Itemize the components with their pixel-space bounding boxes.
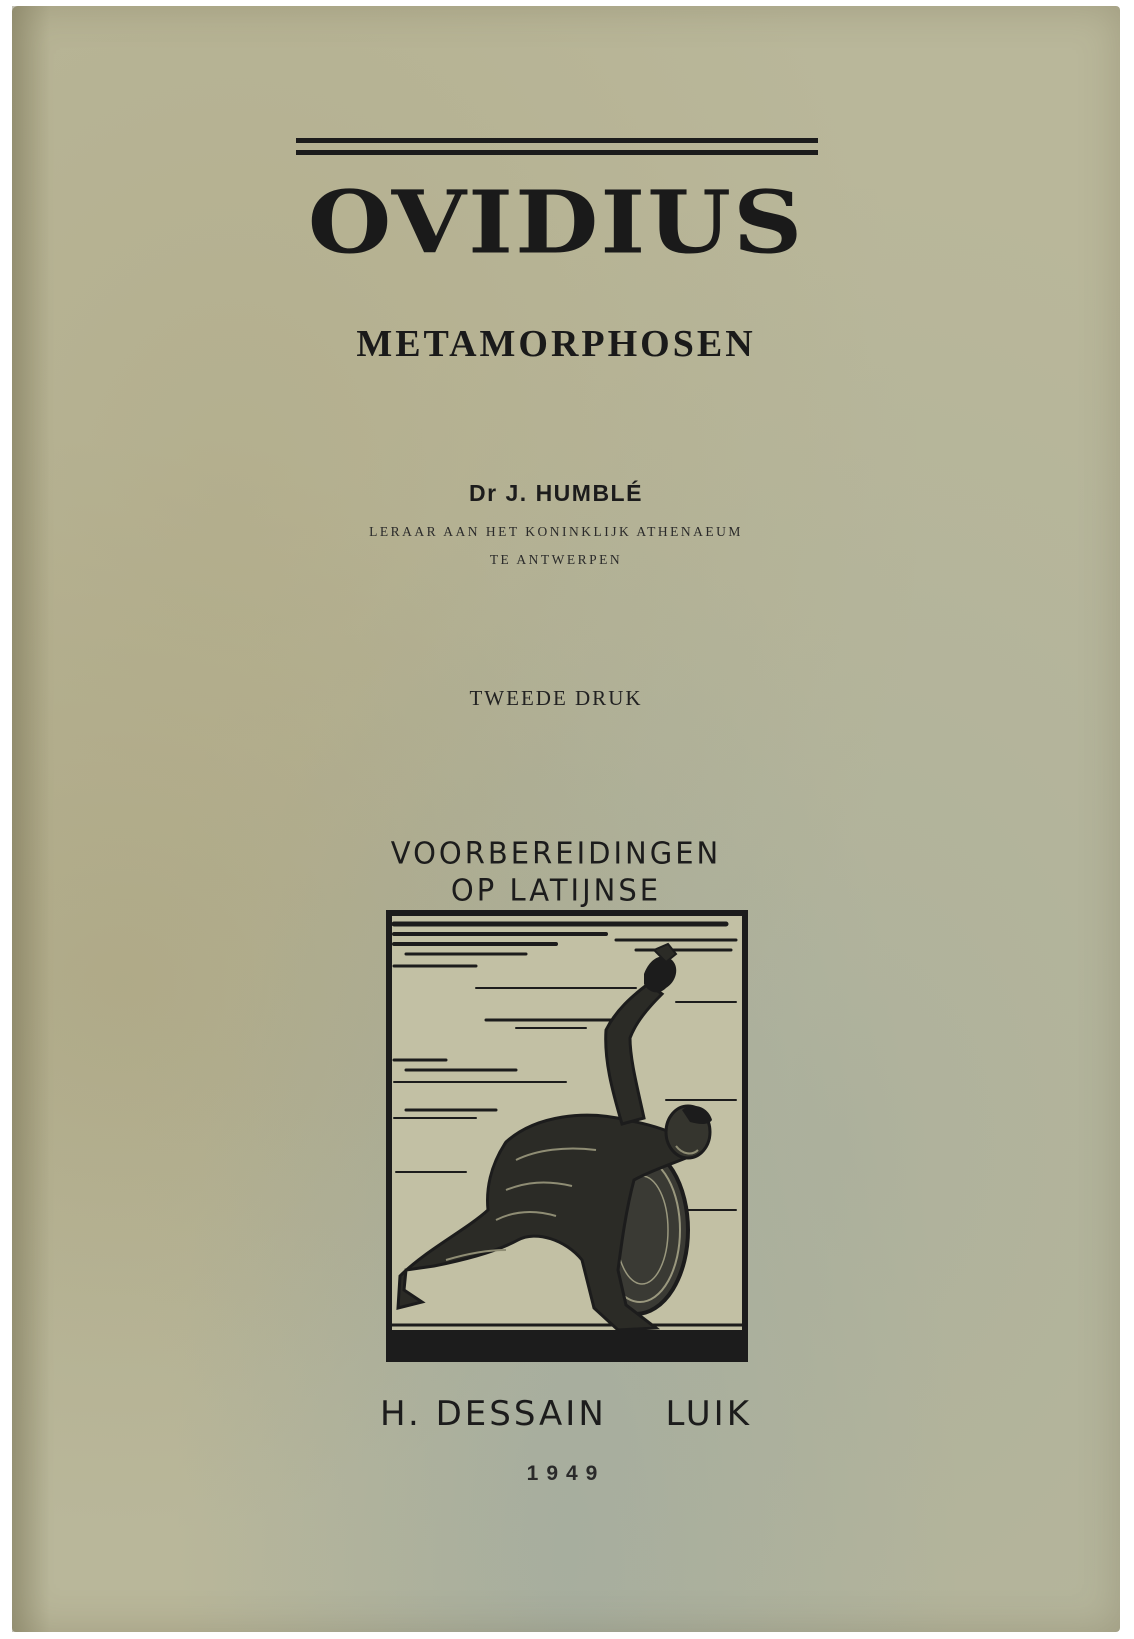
publisher-name: H. DESSAIN [380,1394,607,1434]
author-affiliation-line2: TE ANTWERPEN [489,552,623,567]
warrior-woodcut-illustration [386,910,748,1362]
book-subtitle: METAMORPHOSEN [356,323,756,365]
top-double-rule-lower [296,150,818,155]
author-affiliation-line1: LERAAR AAN HET KONINKLIJK ATHENAEUM [369,524,743,539]
book-title: OVIDIUS [307,171,805,274]
author-name: Dr J. HUMBLÉ [469,480,643,506]
spine-edge [12,6,50,1632]
series-title-line2: OP LATIJNSE [450,872,662,908]
publication-year: 1949 [526,1462,606,1485]
edition-label: TWEEDE DRUK [469,686,643,710]
publisher-city: LUIK [665,1394,752,1434]
publisher-line [380,1394,752,1434]
top-double-rule-upper [296,138,818,143]
series-title-line1: VOORBEREIDINGEN [390,835,722,871]
